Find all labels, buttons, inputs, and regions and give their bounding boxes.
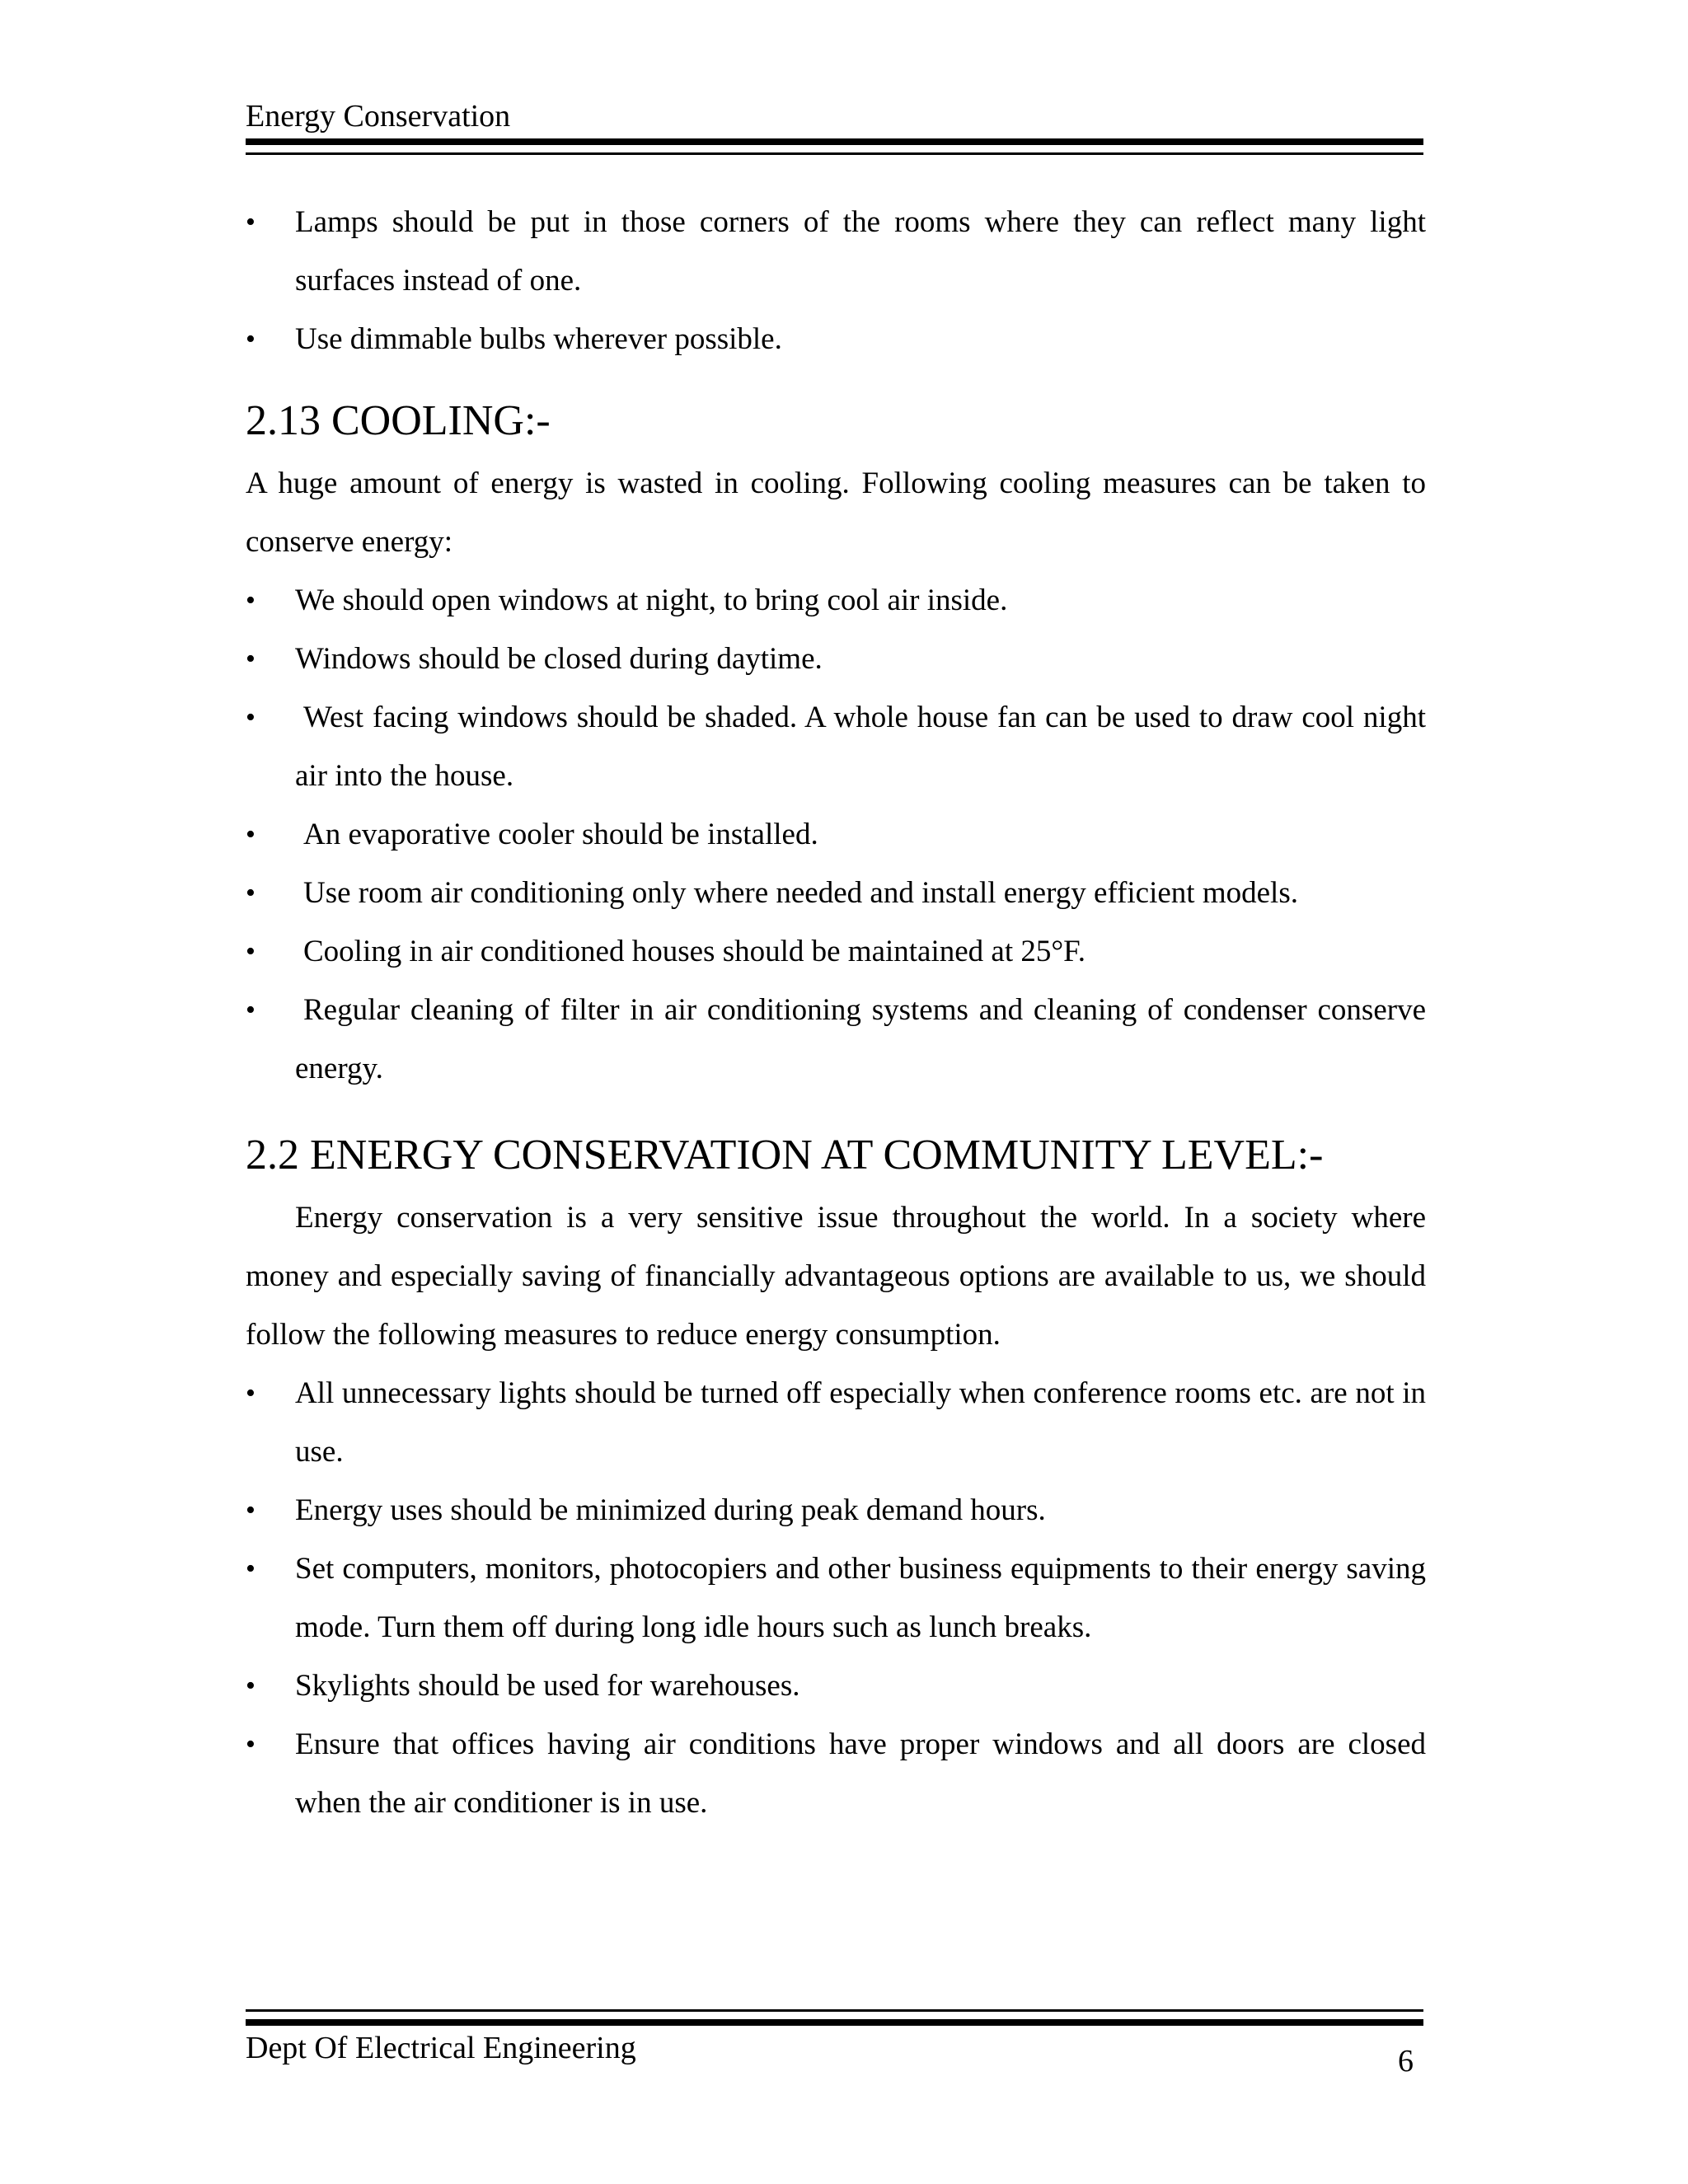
bullet-glyph: • [246, 878, 256, 908]
bullet-glyph: • [246, 1554, 256, 1584]
bullet-glyph: • [246, 936, 256, 967]
running-header: Energy Conservation [246, 99, 511, 134]
section-heading-community: 2.2 ENERGY CONSERVATION AT COMMUNITY LEVEL:- [246, 1132, 1324, 1179]
page-body [246, 193, 1426, 1832]
list-item: • Cooling in air conditioned houses should be maintained at 25°F. [246, 922, 1426, 981]
list-item: • Energy uses should be minimized during peak demand hours. [246, 1481, 1426, 1540]
bullet-glyph: • [246, 585, 256, 616]
running-footer: Dept Of Electrical Engineering [246, 2031, 636, 2065]
bullet-glyph: • [246, 1671, 256, 1701]
list-item: • Set computers, monitors, photocopiers and other business equipments to their energy saving mode. Turn them off during long idle hours such as lunch breaks. [246, 1540, 1426, 1657]
bullet-glyph: • [246, 207, 256, 237]
page-number: 6 [1398, 2044, 1414, 2079]
bullet-glyph: • [246, 1378, 256, 1408]
list-item: • Use dimmable bulbs wherever possible. [246, 310, 1426, 368]
bullet-glyph: • [246, 1729, 256, 1760]
list-item: • Ensure that offices having air conditions have proper windows and all doors are closed when the air conditioner is in use. [246, 1715, 1426, 1832]
section-heading-cooling: 2.13 COOLING:- [246, 397, 551, 444]
list-item: • All unnecessary lights should be turned off especially when conference rooms etc. are not in use. [246, 1364, 1426, 1481]
list-item: • We should open windows at night, to bring cool air inside. [246, 571, 1426, 630]
bullet-glyph: • [246, 819, 256, 850]
bullet-glyph: • [246, 644, 256, 674]
header-double-rule [246, 138, 1423, 155]
community-intro-paragraph: Energy conservation is a very sensitive issue throughout the world. In a society where money and especially saving of financially advantageous options are available to us, we should follow the following measures to reduce energy consumption. [246, 1201, 1426, 1352]
bullet-glyph: • [246, 995, 256, 1025]
list-item: • Windows should be closed during daytime. [246, 630, 1426, 688]
list-item: • Skylights should be used for warehouses. [246, 1657, 1426, 1715]
list-item: • Regular cleaning of filter in air conditioning systems and cleaning of condenser conserve energy. [246, 981, 1426, 1098]
bullet-glyph: • [246, 702, 256, 733]
intro-bullet-list [246, 193, 1426, 368]
list-item: • West facing windows should be shaded. A whole house fan can be used to draw cool night air into the house. [246, 688, 1426, 805]
list-item: • Lamps should be put in those corners of the rooms where they can reflect many light surfaces instead of one. [246, 193, 1426, 310]
cooling-intro-paragraph: A huge amount of energy is wasted in cooling. Following cooling measures can be taken to conserve energy: [246, 466, 1426, 559]
footer-double-rule [246, 2009, 1423, 2026]
list-item: • Use room air conditioning only where needed and install energy efficient models. [246, 864, 1426, 922]
community-bullet-list [246, 1364, 1426, 1832]
list-item: • An evaporative cooler should be installed. [246, 805, 1426, 864]
bullet-glyph: • [246, 324, 256, 354]
bullet-glyph: • [246, 1495, 256, 1526]
cooling-bullet-list [246, 571, 1426, 1098]
